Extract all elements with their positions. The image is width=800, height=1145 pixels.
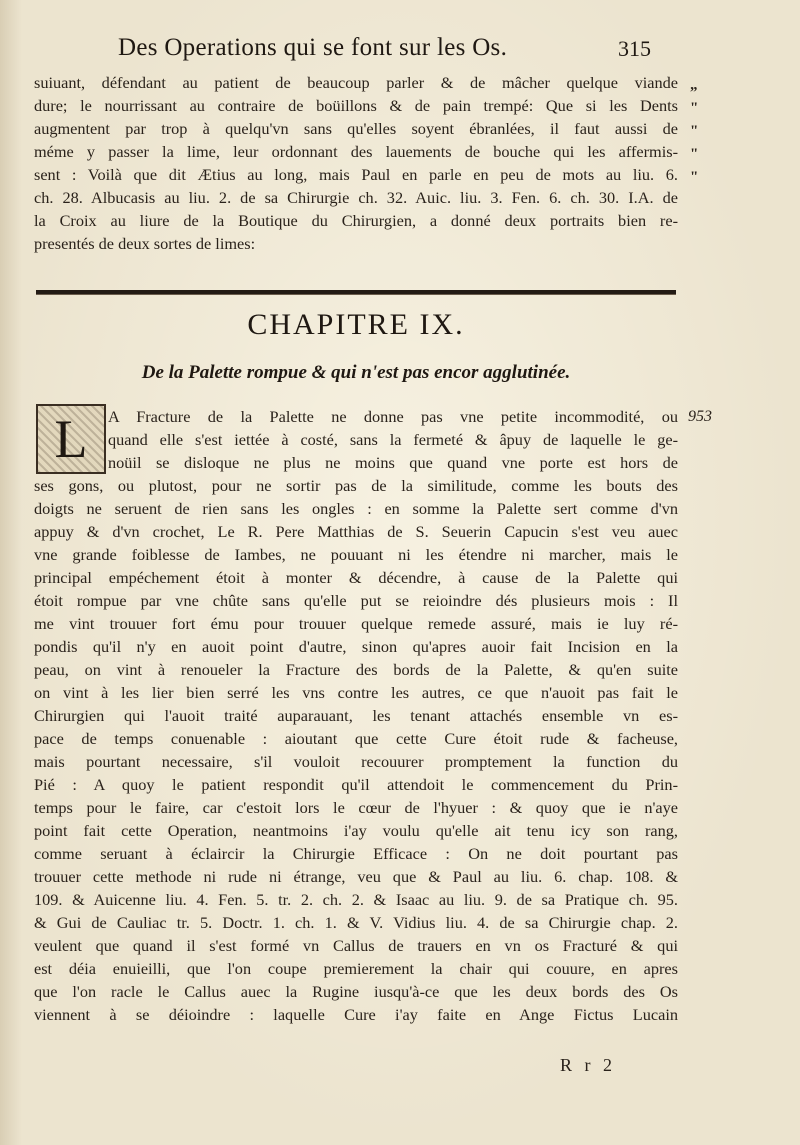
text-line: quand elle s'est iettée à costé, sans la fermeté & âpuy de laquelle le ge-: [108, 430, 678, 449]
text-line: sent : Voilà que dit Ætius au long, mais Paul en parle en peu de mots au liu. 6.: [34, 165, 678, 184]
text-line: pondis qu'il n'y en auoit point d'autre, sinon qu'apres auoir fait Incision en la: [34, 637, 678, 656]
text-line: ch. 28. Albucasis au liu. 2. de sa Chirurgie ch. 32. Auic. liu. 3. Fen. 6. ch. 30. I.A. de: [34, 188, 678, 207]
section-divider: [36, 290, 676, 295]
text-line: vne grande foiblesse de Iambes, ne pouuant ni les étendre ni marcher, mais le: [34, 545, 678, 564]
text-line: que l'on racle le Callus auec la Rugine iusqu'à-ce que les deux bords des Os: [34, 982, 678, 1001]
running-head: Des Operations qui se font sur les Os.: [118, 34, 508, 61]
text-line: temps pour le faire, car c'estoit lors le cœur de l'hyuer : & quoy que ie n'aye: [34, 798, 678, 817]
text-line: trouuer cette methode ni rude ni étrange, veu que & Paul au liu. 6. chap. 108. &: [34, 867, 678, 886]
text-line: suiuant, défendant au patient de beaucoup parler & de mâcher quelque viande: [34, 73, 678, 92]
text-line: est déia enuieilli, que l'on coupe premierement la chair qui couure, en apres: [34, 959, 678, 978]
chapter-heading: CHAPITRE IX.: [247, 308, 465, 341]
text-line: la Croix au liure de la Boutique du Chirurgien, a donné deux portraits bien re-: [34, 211, 678, 230]
text-line: appuy & d'vn crochet, Le R. Pere Matthias de S. Seuerin Capucin s'est veu auec: [34, 522, 678, 541]
text-line: presentés de deux sortes de limes:: [34, 234, 256, 253]
top-paragraph: [34, 71, 678, 255]
quote-mark: „: [690, 77, 698, 93]
text-line: mais pourtant necessaire, s'il vouloit recouurer promptement la function du: [34, 752, 678, 771]
text-line: dure; le nourrissant au contraire de boüillons & de pain trempé: Que si les Dents: [34, 96, 678, 115]
text-line: étoit rompue par vne chûte sans qu'elle put se reioindre dés plusieurs mois : Il: [34, 591, 678, 610]
text-line: viennent à se déioindre : laquelle Cure i'ay faite en Ange Fictus Lucain: [34, 1005, 678, 1024]
text-line: comme seruant à éclaircir la Chirurgie Efficace : On ne doit pourtant pas: [34, 844, 678, 863]
initial-letter: L: [54, 409, 88, 469]
text-line: A Fracture de la Palette ne donne pas vne petite incommodité, ou: [108, 407, 678, 426]
quote-mark: ": [690, 100, 699, 116]
text-line: doigts ne seruent de rien sans les ongles : en somme la Palette sert comme d'vn: [34, 499, 678, 518]
text-line: méme y passer la lime, leur ordonnant des lauements de bouche qui les affermis-: [34, 142, 678, 161]
quote-mark: ": [690, 146, 699, 162]
text-line: point fait cette Operation, neantmoins i'ay voulu qu'elle ait tenu icy son rang,: [34, 821, 678, 840]
text-line: 109. & Auicenne liu. 4. Fen. 5. tr. 2. ch. 2. & Isaac au liu. 9. de sa Pratique ch. 95.: [34, 890, 678, 909]
margin-note: 953: [688, 408, 712, 425]
chapter-body: [34, 405, 678, 1026]
text-line: Pié : A quoy le patient respondit qu'il attendoit le commencement du Prin-: [34, 775, 678, 794]
text-line: me vint trouuer fort ému pour trouuer quelque remede assuré, mais ie luy ré-: [34, 614, 678, 633]
text-line: ses gons, ou plutost, pour ne sortir pas de la similitude, comme les bouts des: [34, 476, 678, 495]
page-number: 315: [618, 36, 651, 61]
margin-quote-marks: [690, 74, 710, 189]
text-line: on vint à les lier bien serré les vns contre les autres, ce que n'auoit pas fait le: [34, 683, 678, 702]
quote-mark: ": [690, 169, 699, 185]
text-line: & Gui de Cauliac tr. 5. Doctr. 1. ch. 1. & V. Vidius liu. 4. de sa Chirurgie chap. 2.: [34, 913, 678, 932]
signature-mark: R r 2: [560, 1055, 616, 1075]
text-line: principal empéchement étoit à monter & décendre, à cause de la Palette qui: [34, 568, 678, 587]
text-line: noüil se disloque ne plus ne moins que quand vne porte est hors de: [108, 453, 678, 472]
text-line: augmentent par trop à quelqu'vn sans qu'elles soyent ébranlées, il faut aussi de: [34, 119, 678, 138]
text-line: pace de temps conuenable : aioutant que cette Cure étoit rude & facheuse,: [34, 729, 678, 748]
quote-mark: ": [690, 123, 699, 139]
text-line: Chirurgien qui l'auoit traité auparauant, les tenant attachés ensemble vn es-: [34, 706, 678, 725]
text-line: peau, on vint à renoueler la Fracture des bords de la Palette, & qu'en suite: [34, 660, 678, 679]
chapter-subtitle: De la Palette rompue & qui n'est pas encor agglutinée.: [141, 362, 571, 383]
text-line: veulent que quand il s'est formé vn Callus de trauers en vn os Fracturé & qui: [34, 936, 678, 955]
